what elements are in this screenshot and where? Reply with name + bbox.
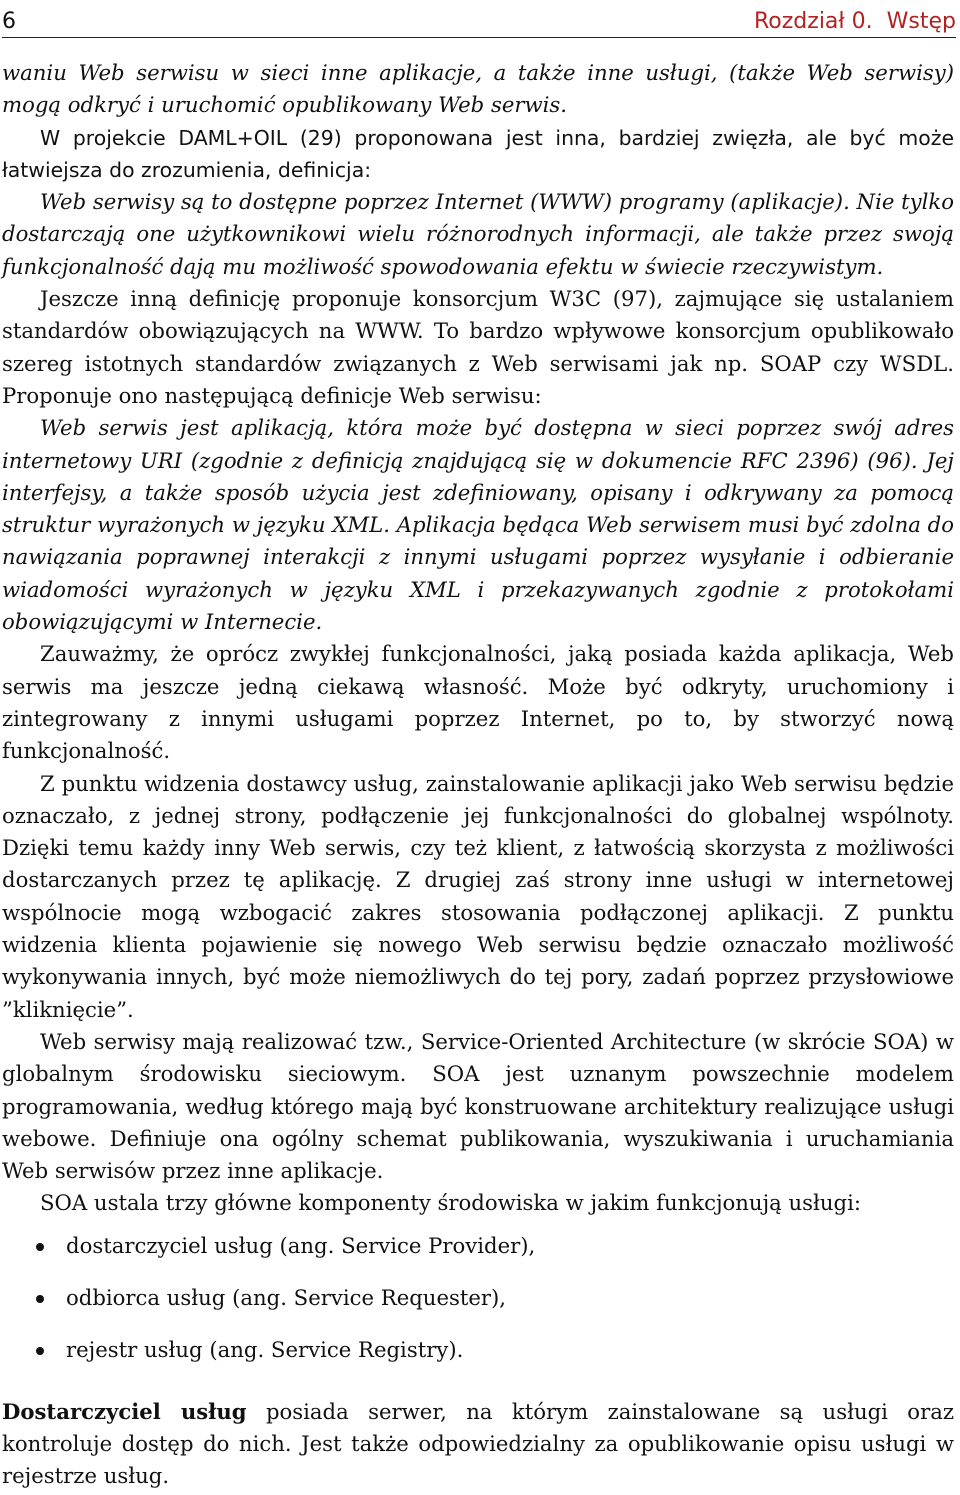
list-item: rejestr usług (ang. Service Registry). [2,1334,954,1386]
paragraph-continuation [2,57,954,122]
bullet-icon [36,1243,44,1251]
paragraph-provider [2,1396,954,1493]
paragraph-daml-oil [2,122,954,187]
italic-continuation: waniu Web serwisu w sieci inne aplikacje, a także inne usługi, (także Web serwisy) mogą odkryć i uruchomić opublikowany Web serwis. [2,60,954,118]
paragraph-provider-view: Z punktu widzenia dostawcy usług, zainstalowanie aplikacji jako Web serwisu będzie oznaczało, z jednej strony, podłączenie jej funkcjonalności do globalnej wspólnoty. Dzięki temu każdy inny Web serwis, czy też klient, z łatwością skorzysta z możliwości dostarczanych przez tę aplikację. Z drugiej zaś strony inne usługi w internetowej wspólnocie mogą wzbogacić zakres stosowania podłączonej aplikacji. Z punktu widzenia klienta pojawienie się nowego Web serwisu będzie oznaczało możliwość wykonywania innych, być może niemożliwych do tej pory, zadań poprzez przysłowiowe ”kliknięcie”. [2,770,954,1022]
paragraph-soa: Web serwisy mają realizować tzw., Service-Oriented Architecture (w skrócie SOA) w globalnym środowisku sieciowym. SOA jest uznanym powszechnie modelem programowania, według którego mają być konstruowane architektury realizujące usługi webowe. Definiuje ona ogólny schemat publikowania, wyszukiwania i uruchamiania Web serwisów przez inne aplikacje. [2,1028,954,1184]
chapter-label: Rozdział 0. [754,9,873,34]
provider-description: posiada serwer, na którym zainstalowane są usługi oraz kontroluje dostęp do nich. Jest także odpowiedzialny za opublikowanie opisu usługi w rejestrze usług. [2,1398,954,1489]
page-header [2,0,956,38]
w3c-intro: Jeszcze inną definicję proponuje konsorcjum W3C (97), zajmujące się ustalaniem standardów obowiązujących na WWW. To bardzo wpływowe konsorcjum opublikowało szereg istotnych standardów związanych z Web serwisami jak np. SOAP czy WSDL. Proponuje ono następującą definicje Web serwisu: [2,286,954,408]
page-body [2,57,954,1493]
paragraph-functionality: Zauważmy, że oprócz zwykłej funkcjonalności, jaką posiada każda aplikacja, Web serwis ma jeszcze jedną ciekawą własność. Może być odkryty, uruchomiony i zintegrowany z innymi usługami poprzez Internet, po to, by stworzyć nową funkcjonalność. [2,641,954,764]
paragraph-soa-components: SOA ustala trzy główne komponenty środowiska w jakim funkcjonują usługi: [40,1190,862,1216]
paragraph-w3c-definition [2,412,954,638]
w3c-definition: Web serwis jest aplikacją, która może być dostępna w sieci poprzez swój adres internetowy URI (zgodnie z definicją znajdującą się w dokumencie RFC 2396) (96). Jej interfejsy, a także sposób użycia jest zdefiniowany, opisany i odkrywany za pomocą struktur wyrażonych w języku XML. Aplikacja będąca Web serwisem musi być zdolna do nawiązania poprawnej interakcji z innymi usługami poprzez wysyłanie i odbieranie wiadomości wyrażonych w języku XML i przekazywanych zgodnie z protokołami obowiązującymi w Internecie. [2,415,954,635]
chapter-title: Wstęp [886,9,956,34]
paragraph-daml-definition [2,186,954,283]
list-item: dostarczyciel usług (ang. Service Provider), [2,1230,954,1282]
bullet-icon [36,1295,44,1303]
component-list [2,1230,954,1386]
term-provider: Dostarczyciel usług [2,1398,247,1424]
list-item: odbiorca usług (ang. Service Requester), [2,1282,954,1334]
bullet-icon [36,1347,44,1355]
daml-oil-intro: W projekcie DAML+OIL (29) proponowana jest inna, bardziej zwięzła, ale być może łatwiejsza do zrozumienia, definicja: [2,125,954,182]
daml-definition: Web serwisy są to dostępne poprzez Internet (WWW) programy (aplikacje). Nie tylko dostarczają one użytkownikowi wielu różnorodnych informacji, ale także przez swoją funkcjonalność dają mu możliwość spowodowania efektu w świecie rzeczywistym. [2,189,954,279]
running-head [754,9,956,34]
page-number: 6 [2,9,16,34]
paragraph-w3c [2,283,954,412]
